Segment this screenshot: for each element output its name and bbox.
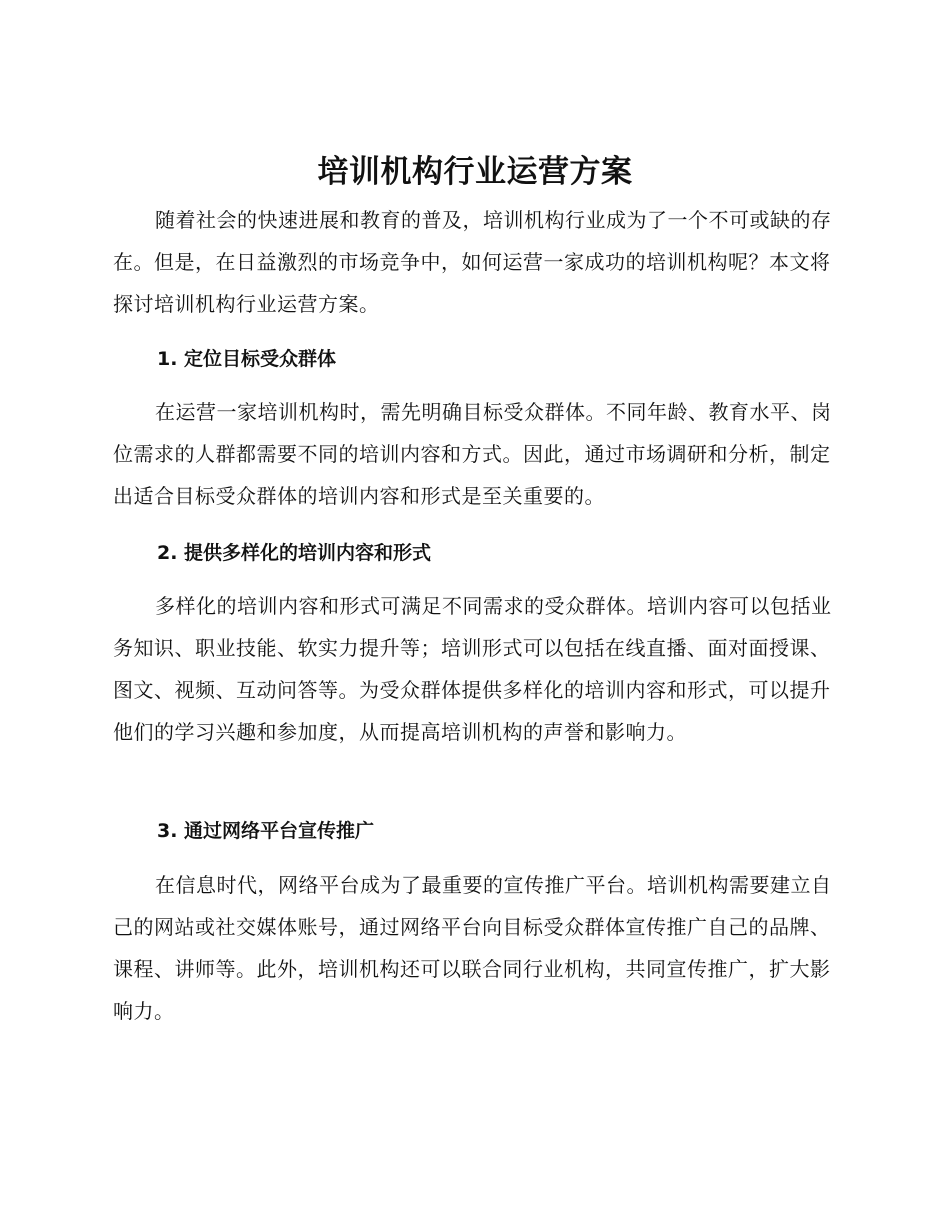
section-3-heading: 3. 通过网络平台宣传推广 [157,820,375,842]
section-2-paragraph: 多样化的培训内容和形式可满足不同需求的受众群体。培训内容可以包括业务知识、职业技能、软实力提升等；培训形式可以包括在线直播、面对面授课、图文、视频、互动问答等。为受众群体提供多样化的培训内容和形式，可以提升他们的学习兴趣和参加度，从而提高培训机构的声誉和影响力。 [113,594,832,744]
document-title: 培训机构行业运营方案 [317,154,633,190]
section-2-heading: 2. 提供多样化的培训内容和形式 [157,542,432,564]
section-1-heading: 1. 定位目标受众群体 [157,348,337,370]
intro-paragraph: 随着社会的快速进展和教育的普及，培训机构行业成为了一个不可或缺的存在。但是，在日益激烈的市场竞争中，如何运营一家成功的培训机构呢？本文将探讨培训机构行业运营方案。 [113,208,832,316]
section-1-paragraph: 在运营一家培训机构时，需先明确目标受众群体。不同年龄、教育水平、岗位需求的人群都需要不同的培训内容和方式。因此，通过市场调研和分析，制定出适合目标受众群体的培训内容和形式是至关重要的。 [113,400,832,508]
section-3-paragraph: 在信息时代，网络平台成为了最重要的宣传推广平台。培训机构需要建立自己的网站或社交媒体账号，通过网络平台向目标受众群体宣传推广自己的品牌、课程、讲师等。此外，培训机构还可以联合同行业机构，共同宣传推广，扩大影响力。 [113,873,832,1023]
